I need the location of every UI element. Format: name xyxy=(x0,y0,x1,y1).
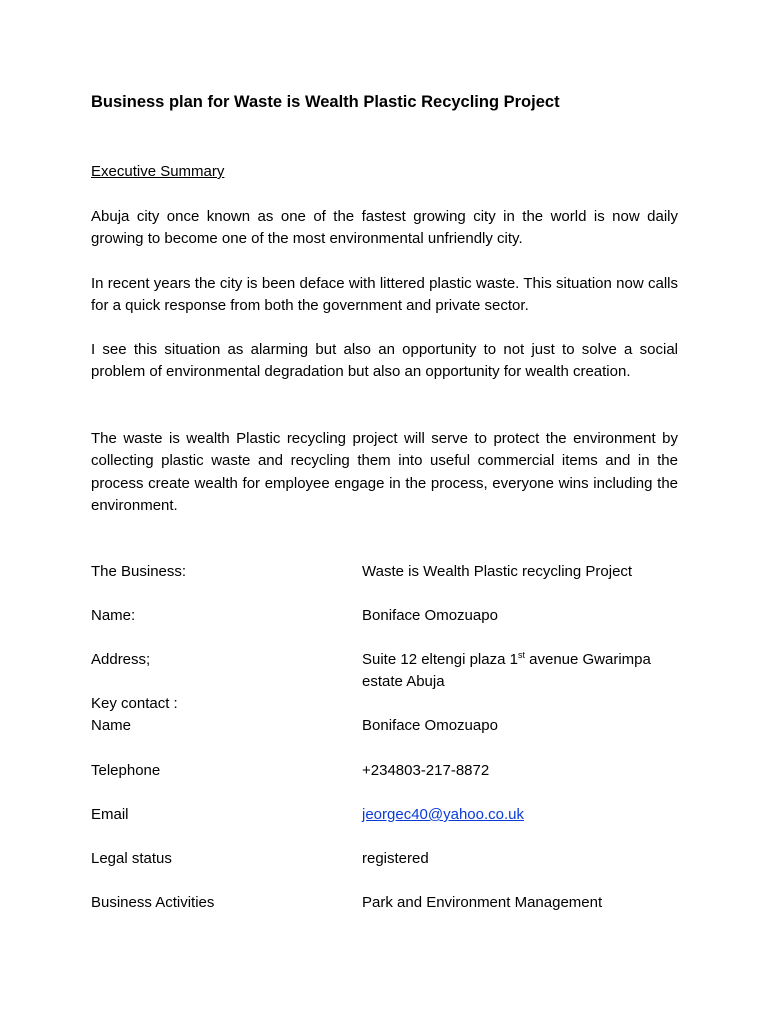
summary-paragraph-1: Abuja city once known as one of the fastest growing city in the world is now daily growing to become one of the most environmental unfriendly city. xyxy=(91,208,678,248)
document-title: Business plan for Waste is Wealth Plastic Recycling Project xyxy=(91,93,560,111)
email-link[interactable]: jeorgec40@yahoo.co.uk xyxy=(362,806,524,823)
summary-paragraph-2: In recent years the city is been deface with littered plastic waste. This situation now calls for a quick response from both the government and private sector. xyxy=(91,275,678,315)
key-contact-label: Key contact : xyxy=(91,695,178,712)
address-line-part-1: Suite 12 eltengi plaza 1 xyxy=(362,651,518,668)
business-label: The Business: xyxy=(91,563,187,580)
business-activities-value: Park and Environment Management xyxy=(362,894,603,911)
address-label: Address; xyxy=(91,651,151,668)
address-superscript: st xyxy=(517,650,525,660)
telephone-label: Telephone xyxy=(91,762,161,779)
business-activities-label: Business Activities xyxy=(91,894,215,911)
name-label: Name: xyxy=(91,607,136,624)
business-value: Waste is Wealth Plastic recycling Project xyxy=(362,563,633,580)
telephone-value: +234803-217-8872 xyxy=(362,762,490,779)
legal-status-label: Legal status xyxy=(91,850,172,867)
address-line-part-2: avenue Gwarimpa estate Abuja xyxy=(362,651,651,690)
summary-paragraph-4: The waste is wealth Plastic recycling project will serve to protect the environment by collecting plastic waste and recycling them into useful commercial items and in the process create wealth for employee engage in the process, everyone wins including the environment. xyxy=(91,430,678,514)
contact-name-value: Boniface Omozuapo xyxy=(362,717,498,734)
email-label: Email xyxy=(91,806,129,823)
contact-name-label: Name xyxy=(91,717,132,734)
section-heading-executive-summary: Executive Summary xyxy=(91,163,225,180)
legal-status-value: registered xyxy=(362,850,429,867)
name-value: Boniface Omozuapo xyxy=(362,607,498,624)
summary-paragraph-3: I see this situation as alarming but also an opportunity to not just to solve a social problem of environmental degradation but also an opportunity for wealth creation. xyxy=(91,341,678,381)
address-value xyxy=(362,649,682,693)
